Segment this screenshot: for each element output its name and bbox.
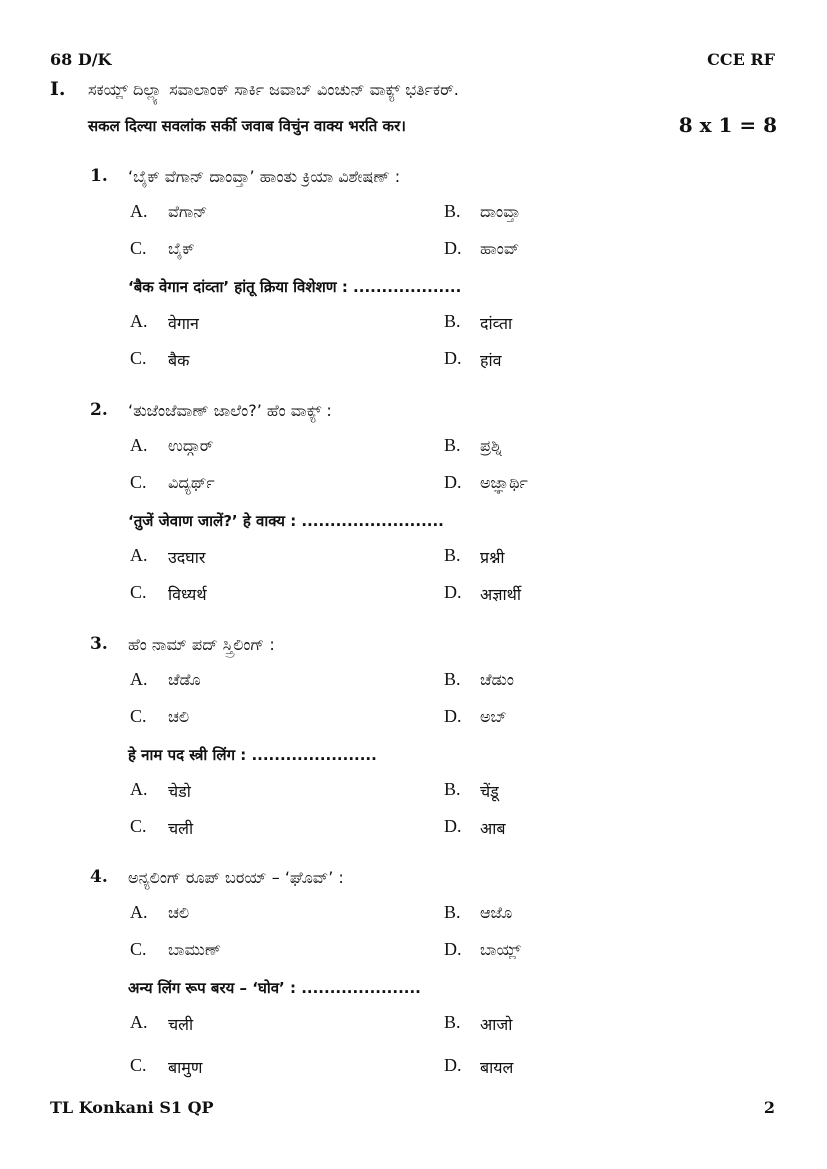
section-instruction-kannada: ಸಕಯ್ಲ್ ದಿಲ್ಲ್ಯಾ ಸವಾಲಾಂಕ್ ಸಾರ್ಕಿ ಜವಾಬ್ ವಿಂಚುನ್ ವಾಕ್ಯ್ ಭರ್ತಿಕರ್. xyxy=(88,80,459,99)
section-number: I. xyxy=(50,78,66,100)
option-letter: C. xyxy=(130,1055,147,1075)
option-devanagari[interactable]: दांव्ता xyxy=(480,314,513,333)
question-text-kannada: ಹೆಂ ನಾಮ್ ಪದ್ ಸ್ತ್ರಿಲಿಂಗ್ : xyxy=(128,635,275,654)
option-devanagari[interactable]: वेगान xyxy=(168,314,199,333)
option-kannada[interactable]: ಚೆಡುಂ xyxy=(480,670,514,689)
option-letter: D. xyxy=(444,348,462,368)
option-devanagari[interactable]: विध्यर्थ xyxy=(168,585,207,604)
option-kannada[interactable]: ಅಬ್ xyxy=(480,707,507,726)
option-letter: D. xyxy=(444,706,462,726)
option-letter: B. xyxy=(444,779,461,799)
option-letter: B. xyxy=(444,1012,461,1032)
option-letter: A. xyxy=(130,435,148,455)
option-kannada[interactable]: ವೆಗಾನ್ xyxy=(168,202,208,221)
header-series: CCE RF xyxy=(707,50,775,69)
option-letter: B. xyxy=(444,669,461,689)
option-letter: C. xyxy=(130,238,147,258)
option-letter: B. xyxy=(444,201,461,221)
option-kannada[interactable]: ಚಲಿ xyxy=(168,903,190,922)
section-marks: 8 x 1 = 8 xyxy=(678,113,777,137)
option-letter: C. xyxy=(130,939,147,959)
footer-paper-code: TL Konkani S1 QP xyxy=(50,1098,214,1117)
option-devanagari[interactable]: चली xyxy=(168,1015,194,1034)
option-letter: B. xyxy=(444,545,461,565)
option-letter: D. xyxy=(444,472,462,492)
option-devanagari[interactable]: अज्ञार्थी xyxy=(480,585,521,604)
option-kannada[interactable]: ಆಜೊ xyxy=(480,903,513,922)
option-kannada[interactable]: ಬಾಮುಣ್ xyxy=(168,940,222,959)
option-devanagari[interactable]: चेडो xyxy=(168,782,191,801)
question-text-devanagari: हे नाम पद स्त्री लिंग : ...................... xyxy=(128,746,377,764)
option-kannada[interactable]: ಪ್ರಶ್ನಿ xyxy=(480,436,502,455)
option-devanagari[interactable]: आब xyxy=(480,819,506,838)
header-code: 68 D/K xyxy=(50,50,112,69)
option-letter: A. xyxy=(130,311,148,331)
question-text-devanagari: अन्य लिंग रूप बरय – ‘घोव’ : ..................... xyxy=(128,979,421,997)
question-text-kannada: ‘ತುಜೆಂಜೆವಾಣ್ ಜಾಲೆಂ?’ ಹೆಂ ವಾಕ್ಯ್ : xyxy=(128,401,332,420)
option-letter: D. xyxy=(444,1055,462,1075)
option-letter: A. xyxy=(130,779,148,799)
option-letter: B. xyxy=(444,435,461,455)
option-kannada[interactable]: ವಿದ್ಯರ್ಥ್ xyxy=(168,473,215,492)
section-instruction-devanagari: सकल दिल्या सवलांक सर्की जवाब विचुंन वाक्य भरति कर। xyxy=(88,117,406,135)
option-kannada[interactable]: ದಾಂವ್ತಾ xyxy=(480,202,521,221)
question-number: 1. xyxy=(90,166,108,186)
option-letter: C. xyxy=(130,348,147,368)
question-text-kannada: ‘ಬೈಕ್ ವೆಗಾನ್ ದಾಂವ್ತಾ’ ಹಾಂತು ಕ್ರಿಯಾ ವಿಶೇಷಣ್ : xyxy=(128,167,401,186)
option-letter: A. xyxy=(130,1012,148,1032)
question-number: 2. xyxy=(90,400,108,420)
question-text-kannada: ಅನ್ಯಲಿಂಗ್ ರೂಪ್ ಬರಯ್ – ‘ಘೊವ್’ : xyxy=(128,868,344,887)
option-letter: C. xyxy=(130,472,147,492)
option-letter: C. xyxy=(130,706,147,726)
option-letter: A. xyxy=(130,669,148,689)
option-devanagari[interactable]: आजो xyxy=(480,1015,513,1034)
question-text-devanagari: ‘बैक वेगान दांव्ता’ हांतू क्रिया विशेशण : ................... xyxy=(128,278,462,296)
option-kannada[interactable]: ಚಲಿ xyxy=(168,707,190,726)
page-number: 2 xyxy=(763,1098,775,1117)
question-number: 3. xyxy=(90,634,108,654)
question-text-devanagari: ‘तुजें जेवाण जालें?’ हे वाक्य : ......................... xyxy=(128,512,444,530)
option-letter: B. xyxy=(444,311,461,331)
option-letter: D. xyxy=(444,238,462,258)
question-number: 4. xyxy=(90,867,108,887)
option-kannada[interactable]: ಬಾಯ್ಲ್ xyxy=(480,940,521,959)
option-devanagari[interactable]: प्रश्नी xyxy=(480,548,505,567)
option-devanagari[interactable]: बैक xyxy=(168,351,190,370)
option-letter: C. xyxy=(130,582,147,602)
option-devanagari[interactable]: उदघार xyxy=(168,548,206,567)
option-kannada[interactable]: ಅಜ್ಞಾರ್ಥಿ xyxy=(480,473,528,492)
option-kannada[interactable]: ಚೆಡೊ xyxy=(168,670,201,689)
option-devanagari[interactable]: चली xyxy=(168,819,194,838)
option-devanagari[interactable]: बामुण xyxy=(168,1058,203,1077)
option-kannada[interactable]: ಉದ್ಗಾರ್ xyxy=(168,436,214,455)
option-letter: D. xyxy=(444,816,462,836)
option-letter: A. xyxy=(130,902,148,922)
option-letter: B. xyxy=(444,902,461,922)
option-devanagari[interactable]: चेंडू xyxy=(480,782,499,801)
option-letter: D. xyxy=(444,939,462,959)
option-letter: C. xyxy=(130,816,147,836)
option-letter: A. xyxy=(130,201,148,221)
option-devanagari[interactable]: हांव xyxy=(480,351,502,370)
option-devanagari[interactable]: बायल xyxy=(480,1058,514,1077)
option-kannada[interactable]: ಹಾಂವ್ xyxy=(480,239,520,258)
option-letter: D. xyxy=(444,582,462,602)
option-letter: A. xyxy=(130,545,148,565)
option-kannada[interactable]: ಬೈಕ್ xyxy=(168,239,195,258)
